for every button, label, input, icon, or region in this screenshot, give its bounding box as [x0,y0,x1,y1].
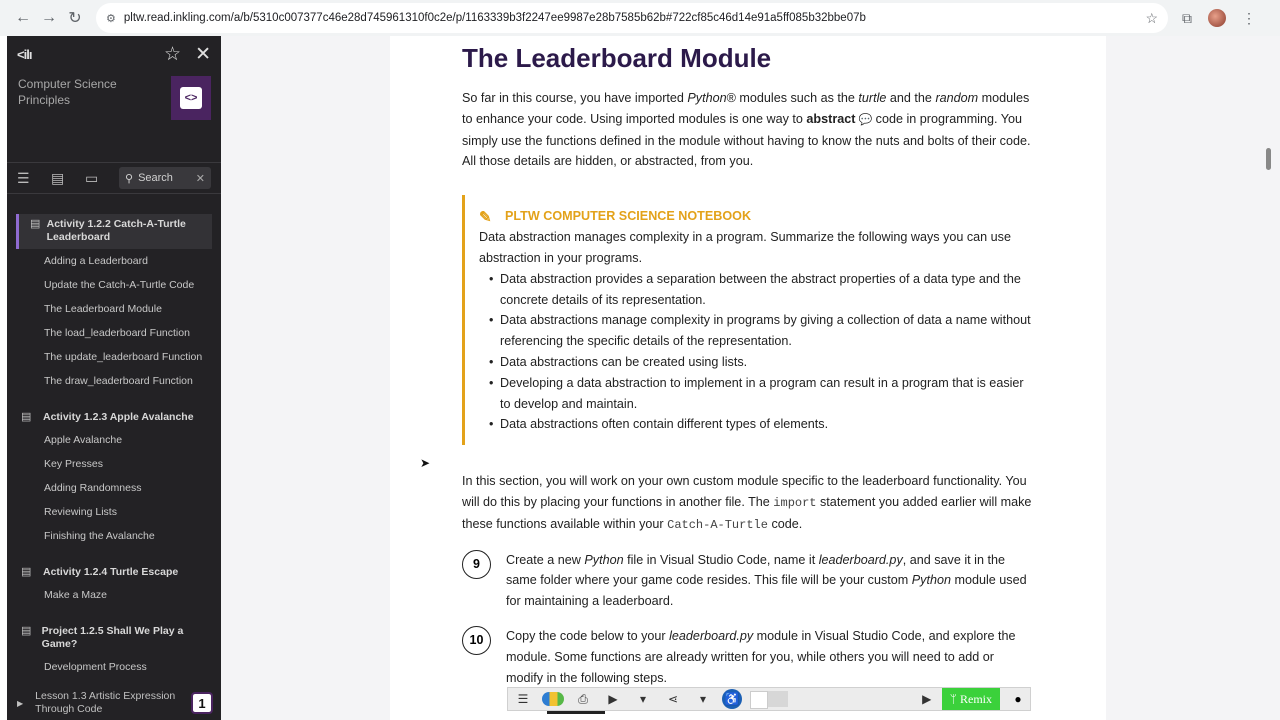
toc-item[interactable]: The Leaderboard Module [44,303,162,315]
search-placeholder: Search [138,172,173,184]
toc-item[interactable]: Development Process [44,661,147,673]
book-title: Computer Science Principles [18,77,117,107]
active-tab-indicator [547,711,605,714]
mouse-cursor-icon: ➤ [420,456,431,470]
browser-toolbar [0,0,1280,36]
notebook-intro: Data abstraction manages complexity in a program. Summarize the following ways you can use abstraction in your programs. [479,230,1011,265]
table-of-contents-sidebar [7,36,221,720]
site-settings-icon[interactable]: ⚙ [106,12,116,25]
document-icon: ▤ [21,411,32,423]
toc-item[interactable]: Apple Avalanche [44,434,123,446]
list-item: • Developing a data abstraction to implement in a program can result in a program that is easier to develop and maintain. [499,373,1032,415]
chevron-down-icon[interactable]: ▾ [699,692,707,706]
step-9 [462,550,1032,612]
arrow-left-icon[interactable]: ← [15,9,31,26]
notebook-callout [462,195,1032,445]
hamburger-menu-icon[interactable]: ☰ [517,692,529,706]
embedded-code-toolbar [507,687,1031,711]
activity-title: Activity 1.2.2 Catch-A-Turtle Leaderboard [46,218,186,243]
profile-avatar[interactable] [1208,9,1226,27]
step-number: 9 [462,550,491,579]
url-text[interactable]: pltw.read.inkling.com/a/b/5310c007377c46e28d745961310f0c2e/p/1163339b3f2247ee9987e28b7585b62b#722cf85c46d14e91a5ff085b32bbe07b [123,12,866,24]
toc-item[interactable]: Adding Randomness [44,482,142,494]
arrow-right-icon[interactable]: → [41,9,57,26]
activity-1-2-3[interactable] [7,405,221,428]
activity-1-2-2[interactable] [16,214,212,249]
play-icon[interactable]: ▶ [608,692,618,706]
toc-item[interactable]: The load_leaderboard Function [44,327,190,339]
step-text: Create a new Python file in Visual Studio Code, name it leaderboard.py, and save it in the same folder where your game code resides. This file will be your custom Python module used for maintaining a leaderboard. [506,552,1027,609]
list-item: • Data abstractions often contain different types of elements. [499,414,1032,435]
activity-title: Activity 1.2.3 Apple Avalanche [43,411,194,423]
activity-1-2-4[interactable] [7,560,221,583]
user-icon[interactable]: ● [1014,692,1022,706]
toc-item[interactable]: Make a Maze [44,589,108,601]
video-camera-icon[interactable]: ▶ [922,692,932,706]
notebook-bullet-list [479,269,1032,435]
step-text: Copy the code below to your leaderboard.py module in Visual Studio Code, and explore the module. Some functions are already written for you, while others you will need to add or modify in the following steps. [506,628,1016,685]
project-1-2-5[interactable] [7,619,221,655]
chevron-down-icon[interactable]: ▾ [639,692,647,706]
python-logo-icon[interactable] [542,692,564,706]
toc-item[interactable]: Adding a Leaderboard [44,255,148,267]
toc-item[interactable]: Update the Catch-A-Turtle Code [44,279,195,291]
code-icon: <> [180,87,202,109]
extensions-icon[interactable]: ⧉ [1182,9,1192,26]
page-content [390,36,1106,720]
expand-triangle-icon[interactable]: ▶ [17,698,24,708]
document-icon: ▤ [30,218,41,230]
search-input[interactable] [119,167,211,189]
document-icon: ▤ [21,566,32,578]
activity-title: Activity 1.2.4 Turtle Escape [43,566,179,578]
printer-icon[interactable]: ⎙ [578,691,588,706]
address-bar[interactable] [96,3,1168,33]
notes-icon[interactable]: ▤ [51,169,65,186]
more-menu-icon[interactable]: ⋮ [1242,9,1256,26]
page-title: The Leaderboard Module [462,43,772,73]
lesson-footer[interactable] [7,686,221,720]
toc-item[interactable]: The update_leaderboard Function [44,351,203,363]
toc-item[interactable]: Finishing the Avalanche [44,530,155,542]
pencil-icon: ✎ [479,209,492,227]
step-number: 10 [462,626,491,655]
inkling-logo[interactable]: <ilı [17,46,32,62]
section-paragraph: In this section, you will work on your own custom module specific to the leaderboard functionality. You will do this by placing your functions in another file. The import statement you added earlier will make these functions available within your Catch-A-Turtle code. [462,474,1032,532]
reload-icon[interactable]: ↻ [68,10,82,27]
remix-button[interactable]: ᛘ Remix [942,688,1000,710]
glossary-comment-icon[interactable]: 💬 [855,113,873,126]
chapter-list [7,194,221,679]
list-item: • Data abstractions manage complexity in programs by giving a collection of data a name without referencing the specific details of the representation. [499,310,1032,352]
activity-title: Project 1.2.5 Shall We Play a Game? [41,625,184,650]
search-icon: ⚲ [125,172,134,185]
lesson-title: Lesson 1.3 Artistic Expression Through Code [35,690,176,715]
share-icon[interactable]: ⋖ [667,692,679,706]
toc-item[interactable]: The draw_leaderboard Function [44,375,193,387]
toc-item[interactable]: Reviewing Lists [44,506,117,518]
page-scrollbar[interactable] [1266,148,1271,170]
document-icon: ▤ [21,625,32,637]
toc-item[interactable]: Key Presses [44,458,103,470]
notebook-heading: PLTW COMPUTER SCIENCE NOTEBOOK [505,209,752,224]
star-icon[interactable]: ☆ [164,43,182,65]
close-icon[interactable]: ✕ [195,43,211,65]
list-icon[interactable]: ☰ [17,169,30,186]
lesson-number-badge: 1 [193,694,211,712]
accessibility-icon[interactable]: ♿ [722,689,742,709]
course-badge [171,76,211,120]
list-item: • Data abstraction provides a separation between the abstract properties of a data type and the concrete details of its representation. [499,269,1032,311]
intro-paragraph: So far in this course, you have imported Python® modules such as the turtle and the random modules to enhance your code. Using imported modules is one way to abstract 💬 code in programming. You simply use the functions defined in the module without having to know the nuts and bolts of their code. All those details are hidden, or abstracted, from you. [462,91,1031,169]
comments-icon[interactable]: ▭ [85,169,99,186]
step-10 [462,626,1032,688]
clear-search-icon[interactable]: ✕ [195,172,205,185]
glossary-term-abstract[interactable]: abstract [806,111,856,126]
list-item: • Data abstractions can be created using lists. [499,352,1032,373]
bookmark-star-icon[interactable]: ☆ [1145,9,1158,26]
fork-icon: ᛘ [949,691,960,706]
mode-toggle[interactable] [750,691,788,707]
